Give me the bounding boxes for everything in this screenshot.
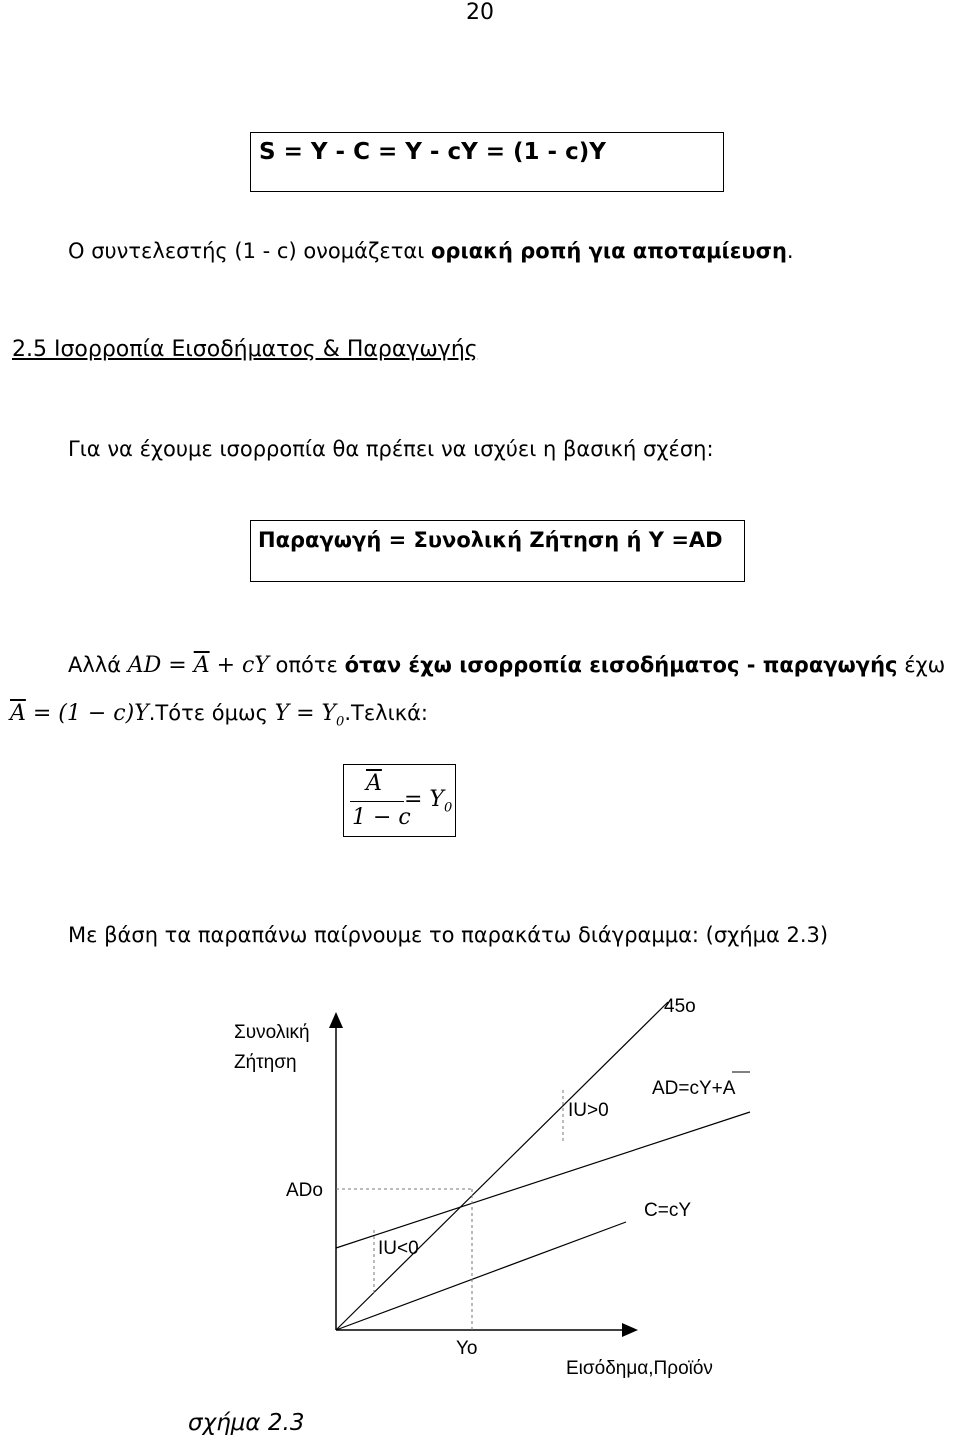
y-axis-label-line1: Συνολική [234, 1022, 310, 1043]
but-line [68, 652, 945, 679]
y-axis-label-line2: Ζήτηση [234, 1052, 297, 1073]
x-axis-label: Εισόδημα,Προϊόν [566, 1358, 713, 1379]
fraction-rhs-sub: 0 [443, 800, 453, 816]
autonomous-equation [10, 701, 149, 726]
forty-five-degree-line [336, 1002, 668, 1330]
x-axis-arrow [622, 1323, 638, 1337]
figure-caption: σχήμα 2.3 [188, 1410, 305, 1436]
ad-eq-lhs: AD [127, 653, 162, 678]
ad-eq-bar: $\overline{A}$ [193, 653, 210, 678]
but-text1: οπότε [268, 653, 345, 677]
eq1-bar: $\overline{A}$ [10, 701, 26, 726]
second-line [10, 700, 428, 735]
page-number: 20 [466, 0, 494, 25]
mps-suffix: . [786, 239, 794, 263]
savings-formula: S = Y - C = Y - cY = (1 - c)Y [259, 139, 606, 165]
fraction-rhs-text: = Y [404, 787, 444, 812]
mps-prefix: Ο συντελεστής (1 - c) ονομάζεται [68, 239, 431, 263]
y-axis-arrow [329, 1012, 343, 1028]
y0-label: Yo [456, 1338, 478, 1359]
fraction-rhs [404, 787, 452, 815]
equilibrium-equation: Παραγωγή = Συνολική Ζήτηση ή Y =AD [258, 528, 723, 552]
y-equation [274, 701, 345, 730]
ad-line-label: AD=cY+A [652, 1078, 736, 1099]
fraction-denominator: 1 − c [352, 805, 411, 830]
second-text1: .Τότε όμως [148, 701, 275, 725]
eq2-sub: 0 [336, 714, 345, 730]
fraction-numerator: $\overline{A}$ [366, 771, 382, 796]
eq2: Y = Y [274, 701, 337, 726]
ad-line [336, 1112, 750, 1248]
equilibrium-box [250, 520, 745, 582]
diagram-intro: Με βάση τα παραπάνω παίρνουμε το παρακάτω διάγραμμα: (σχήμα 2.3) [68, 923, 829, 947]
but-text2: έχω [897, 653, 946, 677]
second-text2: .Τελικά: [344, 701, 429, 725]
iu-pos-label: IU>0 [568, 1100, 609, 1121]
aggregate-demand-diagram [0, 990, 960, 1390]
c-line-label: C=cY [644, 1200, 691, 1221]
mps-term: οριακή ροπή για αποταμίευση [431, 239, 787, 263]
ad-eq-mid: = [161, 653, 194, 678]
section-heading: 2.5 Ισορροπία Εισοδήματος & Παραγωγής [12, 337, 478, 362]
ad-eq-rest: + cY [209, 653, 269, 678]
fraction-bar [350, 801, 404, 802]
intro-sentence: Για να έχουμε ισορροπία θα πρέπει να ισχύει η βασική σχέση: [68, 437, 714, 461]
angle-label: 45o [664, 996, 696, 1017]
ad-equation [128, 653, 269, 678]
iu-neg-label: IU<0 [378, 1238, 419, 1259]
eq1-rest: = (1 − c)Y [25, 701, 149, 726]
ad0-label: ADo [286, 1180, 323, 1201]
mps-sentence [68, 238, 794, 264]
equilibrium-fraction-box [343, 764, 456, 837]
but-bold: όταν έχω ισορροπία εισοδήματος - παραγωγής [344, 653, 898, 677]
but-word: Αλλά [68, 653, 122, 677]
savings-formula-box [250, 132, 724, 192]
